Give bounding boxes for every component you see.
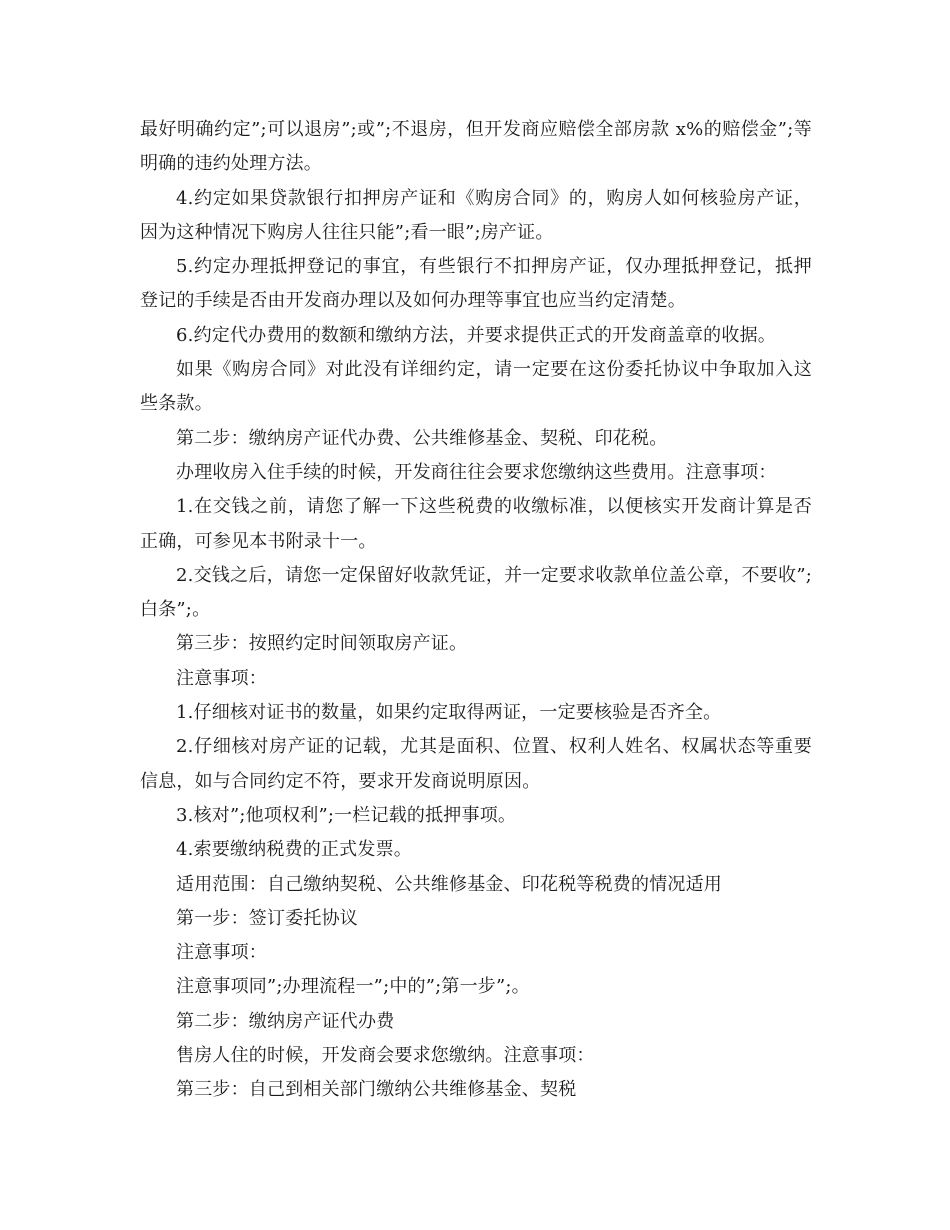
paragraph-16: 适用范围：自己缴纳契税、公共维修基金、印花税等税费的情况适用 xyxy=(176,873,722,895)
paragraph-22: 第三步：自己到相关部门缴纳公共维修基金、契税 xyxy=(176,1079,577,1101)
paragraph-13: 2.仔细核对房产证的记载，尤其是面积、位置、权利人姓名、权属状态等重要信息，如与合同约定不符，要求开发商说明原因。 xyxy=(140,736,812,792)
paragraph-17: 第一步：签订委托协议 xyxy=(176,907,358,929)
paragraph-7: 办理收房入住手续的时候，开发商往往会要求您缴纳这些费用。注意事项： xyxy=(176,461,777,483)
paragraph-2: 4.约定如果贷款银行扣押房产证和《购房合同》的，购房人如何核验房产证，因为这种情况下购房人往往只能”;看一眼”;房产证。 xyxy=(140,187,812,243)
paragraph-10: 第三步：按照约定时间领取房产证。 xyxy=(176,633,468,655)
paragraph-14: 3.核对”;他项权利”;一栏记载的抵押事项。 xyxy=(176,804,517,826)
paragraph-1: 最好明确约定”;可以退房”;或”;不退房，但开发商应赔偿全部房款 x%的赔偿金”;等明确的违约处理方法。 xyxy=(140,119,812,175)
paragraph-19: 注意事项同”;办理流程一”;中的”;第一步”;。 xyxy=(176,976,530,998)
paragraph-18: 注意事项： xyxy=(176,942,267,964)
paragraph-15: 4.索要缴纳税费的正式发票。 xyxy=(176,839,412,861)
paragraph-9: 2.交钱之后，请您一定保留好收款凭证，并一定要求收款单位盖公章，不要收”;白条”;。 xyxy=(140,564,812,621)
paragraph-6: 第二步：缴纳房产证代办费、公共维修基金、契税、印花税。 xyxy=(176,427,668,449)
paragraph-8: 1.在交钱之前，请您了解一下这些税费的收缴标准，以便核实开发商计算是否正确，可参见本书附录十一。 xyxy=(140,496,812,552)
paragraph-11: 注意事项： xyxy=(176,667,267,689)
document-body xyxy=(140,113,812,1108)
paragraph-20: 第二步：缴纳房产证代办费 xyxy=(176,1010,395,1032)
paragraph-12: 1.仔细核对证书的数量，如果约定取得两证，一定要核验是否齐全。 xyxy=(176,702,722,724)
paragraph-4: 6.约定代办费用的数额和缴纳方法，并要求提供正式的开发商盖章的收据。 xyxy=(176,324,776,346)
paragraph-5: 如果《购房合同》对此没有详细约定，请一定要在这份委托协议中争取加入这些条款。 xyxy=(140,359,812,415)
paragraph-21: 售房人住的时候，开发商会要求您缴纳。注意事项： xyxy=(176,1045,595,1067)
paragraph-3: 5.约定办理抵押登记的事宜，有些银行不扣押房产证，仅办理抵押登记，抵押登记的手续是否由开发商办理以及如何办理等事宜也应当约定清楚。 xyxy=(140,256,812,312)
